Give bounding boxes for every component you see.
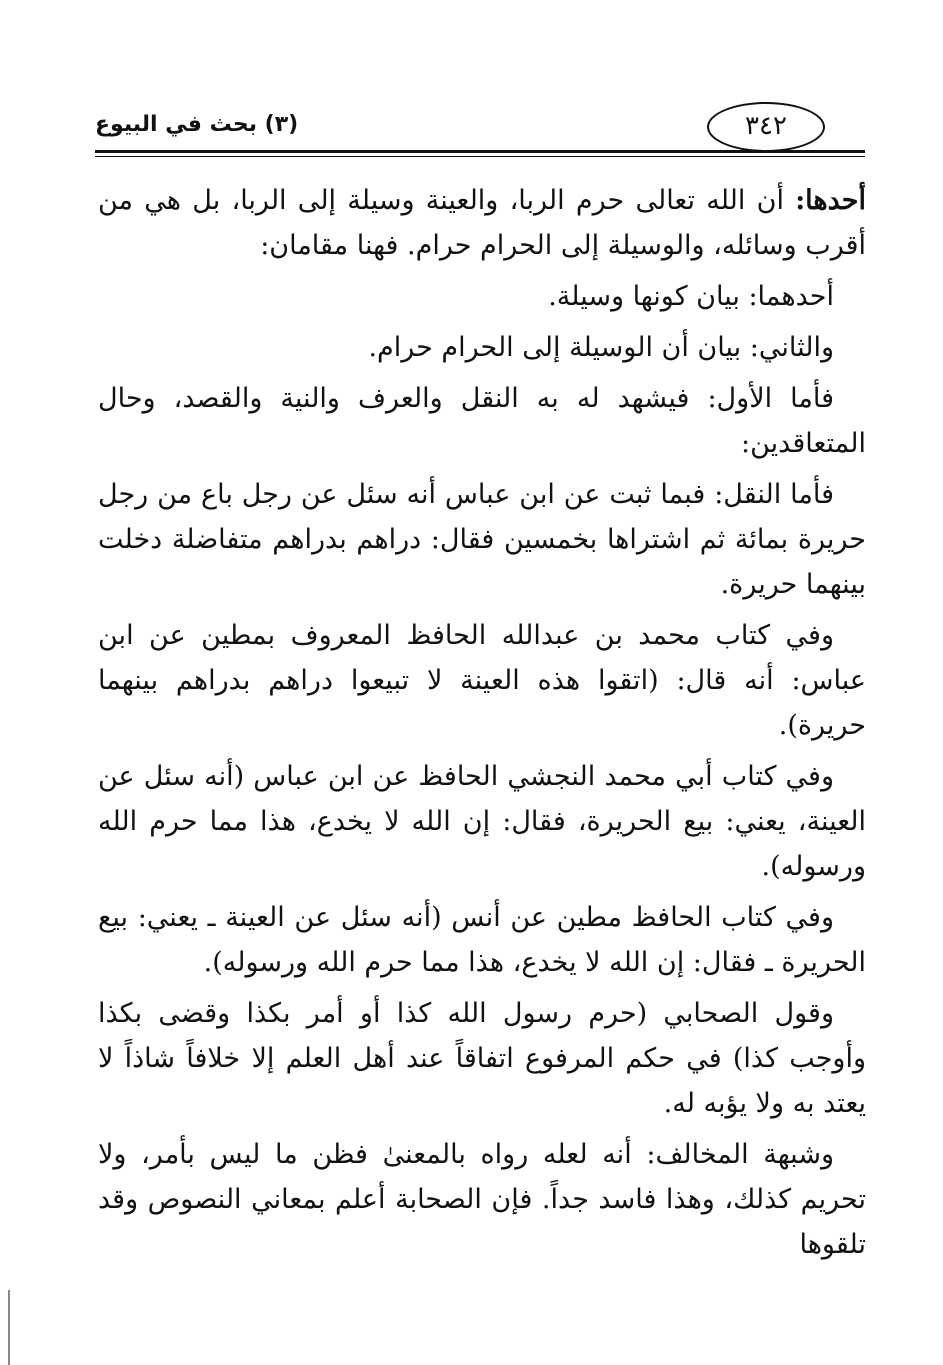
paragraph-text: فأما النقل: فبما ثبت عن ابن عباس أنه سئل عن رجل باع من رجل حريرة بمائة ثم اشتراها بخمسين فقال: دراهم بدراهم متفاضلة دخلت بينهما حريرة.: [98, 479, 866, 600]
paragraph-text: وقول الصحابي (حرم رسول الله كذا أو أمر بكذا وقضى بكذا وأوجب كذا) في حكم المرفوع اتفاقاً عند أهل العلم إلا خلافاً شاذاً لا يعتد به ولا يؤبه له.: [98, 998, 866, 1119]
paragraph-text: وشبهة المخالف: أنه لعله رواه بالمعنىٰ فظن ما ليس بأمر، ولا تحريم كذلك، وهذا فاسد جداً. فإن الصحابة أعلم بمعاني النصوص وقد تلقوها: [98, 1139, 866, 1260]
paragraph-6: [98, 613, 866, 748]
paragraph-text: وفي كتاب محمد بن عبدالله الحافظ المعروف بمطين عن ابن عباس: أنه قال: (اتقوا هذه العينة لا تبيعوا دراهم بدراهم بينهما حريرة).: [98, 620, 866, 741]
paragraph-text: فأما الأول: فيشهد له به النقل والعرف والنية والقصد، وحال المتعاقدين:: [98, 383, 866, 459]
paragraph-10: [98, 1132, 866, 1267]
running-title: (٣) بحث في البيوع: [95, 112, 299, 137]
paragraph-9: [98, 991, 866, 1126]
paragraph-lead: أحدها:: [795, 185, 866, 216]
scan-edge-mark: [8, 1290, 10, 1365]
paragraph-text: والثاني: بيان أن الوسيلة إلى الحرام حرام.: [368, 332, 834, 363]
paragraph-5: [98, 472, 866, 607]
paragraph-2: [98, 274, 866, 319]
body-text: [98, 178, 866, 1273]
paragraph-3: [98, 325, 866, 370]
paragraph-1: [98, 178, 866, 268]
paragraph-text: أحدهما: بيان كونها وسيلة.: [548, 281, 834, 312]
paragraph-text: وفي كتاب الحافظ مطين عن أنس (أنه سئل عن العينة ـ يعني: بيع الحريرة ـ فقال: إن الله لا يخدع، هذا مما حرم الله ورسوله).: [98, 902, 866, 978]
page-number: ٣٤٢: [707, 102, 825, 152]
header-rule-thin: [95, 156, 865, 157]
paragraph-8: [98, 895, 866, 985]
page-header: [95, 100, 865, 160]
paragraph-text: وفي كتاب أبي محمد النجشي الحافظ عن ابن عباس (أنه سئل عن العينة، يعني: بيع الحريرة، فقال: إن الله لا يخدع، هذا مما حرم الله ورسوله).: [98, 761, 866, 882]
paragraph-7: [98, 754, 866, 889]
paragraph-4: [98, 376, 866, 466]
paragraph-text: أن الله تعالى حرم الربا، والعينة وسيلة إلى الربا، بل هي من أقرب وسائله، والوسيلة إلى الحرام حرام. فهنا مقامان:: [98, 185, 866, 261]
